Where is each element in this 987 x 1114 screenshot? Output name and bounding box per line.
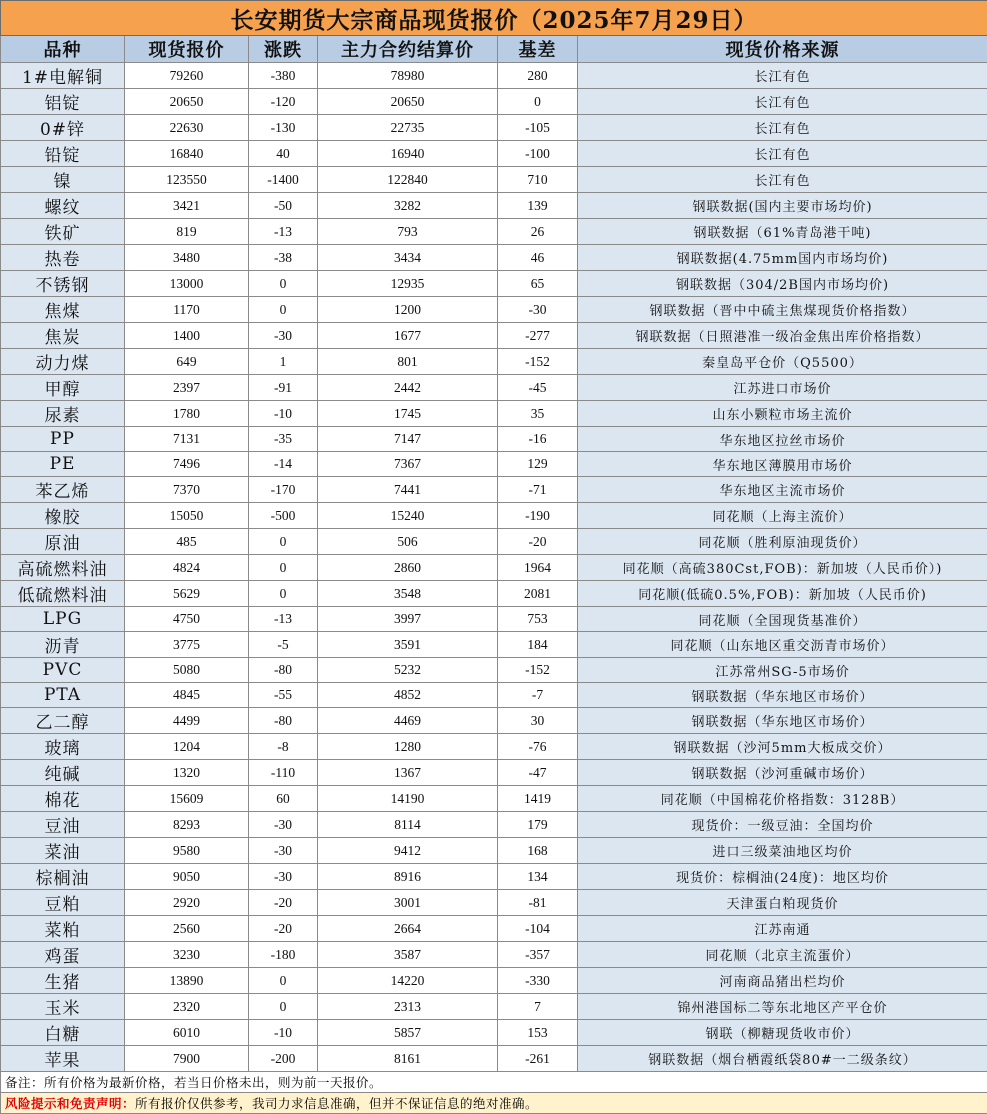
header-spot-price: 现货报价 xyxy=(125,36,249,63)
basis-cell: -277 xyxy=(498,323,578,349)
settle-price-cell: 78980 xyxy=(318,63,498,89)
basis-cell: 26 xyxy=(498,219,578,245)
product-cell: 甲醇 xyxy=(1,375,125,401)
spot-price-cell: 3421 xyxy=(125,193,249,219)
source-cell: 钢联数据（沙河重碱市场价） xyxy=(578,760,987,786)
change-cell: -5 xyxy=(249,632,318,658)
change-cell: 0 xyxy=(249,555,318,581)
product-cell: 焦煤 xyxy=(1,297,125,323)
spot-price-cell: 5080 xyxy=(125,658,249,683)
basis-cell: -104 xyxy=(498,916,578,942)
table-row xyxy=(1,349,987,375)
source-cell: 江苏南通 xyxy=(578,916,987,942)
basis-cell: 280 xyxy=(498,63,578,89)
source-cell: 钢联数据（304/2B国内市场均价) xyxy=(578,271,987,297)
product-cell: 沥青 xyxy=(1,632,125,658)
product-cell: 0#锌 xyxy=(1,115,125,141)
table-row xyxy=(1,452,987,477)
product-cell: 豆油 xyxy=(1,812,125,838)
spot-price-cell: 7370 xyxy=(125,477,249,503)
settle-price-cell: 3591 xyxy=(318,632,498,658)
basis-cell: -76 xyxy=(498,734,578,760)
source-cell: 钢联数据（晋中中硫主焦煤现货价格指数） xyxy=(578,297,987,323)
source-cell: 进口三级菜油地区均价 xyxy=(578,838,987,864)
basis-cell: 2081 xyxy=(498,581,578,607)
table-row xyxy=(1,994,987,1020)
basis-cell: -261 xyxy=(498,1046,578,1072)
change-cell: -380 xyxy=(249,63,318,89)
settle-price-cell: 12935 xyxy=(318,271,498,297)
table-row xyxy=(1,555,987,581)
settle-price-cell: 3001 xyxy=(318,890,498,916)
disclaimer-row xyxy=(1,1093,987,1114)
source-cell: 钢联数据（华东地区市场价） xyxy=(578,708,987,734)
settle-price-cell: 9412 xyxy=(318,838,498,864)
product-cell: 热卷 xyxy=(1,245,125,271)
table-row xyxy=(1,193,987,219)
settle-price-cell: 1745 xyxy=(318,401,498,427)
product-cell: 铅锭 xyxy=(1,141,125,167)
change-cell: -20 xyxy=(249,890,318,916)
spot-price-cell: 1780 xyxy=(125,401,249,427)
change-cell: -55 xyxy=(249,683,318,708)
product-cell: 菜油 xyxy=(1,838,125,864)
spot-price-cell: 3480 xyxy=(125,245,249,271)
source-cell: 现货价：一级豆油：全国均价 xyxy=(578,812,987,838)
change-cell: -91 xyxy=(249,375,318,401)
basis-cell: -100 xyxy=(498,141,578,167)
basis-cell: 65 xyxy=(498,271,578,297)
basis-cell: -190 xyxy=(498,503,578,529)
basis-cell: -152 xyxy=(498,349,578,375)
settle-price-cell: 1200 xyxy=(318,297,498,323)
table-row xyxy=(1,529,987,555)
table-row xyxy=(1,167,987,193)
change-cell: 0 xyxy=(249,297,318,323)
settle-price-cell: 7367 xyxy=(318,452,498,477)
table-row xyxy=(1,581,987,607)
basis-cell: 139 xyxy=(498,193,578,219)
change-cell: -38 xyxy=(249,245,318,271)
table-row xyxy=(1,786,987,812)
spot-price-cell: 22630 xyxy=(125,115,249,141)
table-row xyxy=(1,658,987,683)
source-cell: 长江有色 xyxy=(578,63,987,89)
change-cell: -130 xyxy=(249,115,318,141)
basis-cell: -152 xyxy=(498,658,578,683)
product-cell: 菜粕 xyxy=(1,916,125,942)
change-cell: -35 xyxy=(249,427,318,452)
settle-price-cell: 5232 xyxy=(318,658,498,683)
product-cell: PTA xyxy=(1,683,125,708)
table-row xyxy=(1,297,987,323)
change-cell: -20 xyxy=(249,916,318,942)
spot-price-cell: 4499 xyxy=(125,708,249,734)
settle-price-cell: 506 xyxy=(318,529,498,555)
basis-cell: -30 xyxy=(498,297,578,323)
source-cell: 现货价：棕榈油(24度)：地区均价 xyxy=(578,864,987,890)
settle-price-cell: 2664 xyxy=(318,916,498,942)
product-cell: 不锈钢 xyxy=(1,271,125,297)
product-cell: 生猪 xyxy=(1,968,125,994)
disclaimer-text: 所有报价仅供参考，我司力求信息准确，但并不保证信息的绝对准确。 xyxy=(135,1096,538,1111)
basis-cell: 1964 xyxy=(498,555,578,581)
spot-price-cell: 13000 xyxy=(125,271,249,297)
spot-price-cell: 3230 xyxy=(125,942,249,968)
product-cell: PVC xyxy=(1,658,125,683)
basis-cell: -330 xyxy=(498,968,578,994)
table-row xyxy=(1,1046,987,1072)
spot-price-cell: 20650 xyxy=(125,89,249,115)
product-cell: 苯乙烯 xyxy=(1,477,125,503)
change-cell: -8 xyxy=(249,734,318,760)
spot-price-cell: 8293 xyxy=(125,812,249,838)
product-cell: 玉米 xyxy=(1,994,125,1020)
settle-price-cell: 3997 xyxy=(318,607,498,632)
spot-price-cell: 16840 xyxy=(125,141,249,167)
source-cell: 钢联数据（华东地区市场价） xyxy=(578,683,987,708)
table-row xyxy=(1,115,987,141)
table-row xyxy=(1,271,987,297)
table-row xyxy=(1,1020,987,1046)
basis-cell: 168 xyxy=(498,838,578,864)
spot-price-cell: 2920 xyxy=(125,890,249,916)
spot-price-cell: 1400 xyxy=(125,323,249,349)
settle-price-cell: 14220 xyxy=(318,968,498,994)
header-change: 涨跌 xyxy=(249,36,318,63)
change-cell: -30 xyxy=(249,864,318,890)
product-cell: 1#电解铜 xyxy=(1,63,125,89)
settle-price-cell: 2860 xyxy=(318,555,498,581)
basis-cell: -71 xyxy=(498,477,578,503)
spot-price-cell: 4824 xyxy=(125,555,249,581)
settle-price-cell: 2313 xyxy=(318,994,498,1020)
change-cell: -14 xyxy=(249,452,318,477)
spot-price-cell: 4750 xyxy=(125,607,249,632)
source-cell: 华东地区主流市场价 xyxy=(578,477,987,503)
table-row xyxy=(1,838,987,864)
source-cell: 江苏常州SG-5市场价 xyxy=(578,658,987,683)
change-cell: -120 xyxy=(249,89,318,115)
settle-price-cell: 3434 xyxy=(318,245,498,271)
product-cell: 螺纹 xyxy=(1,193,125,219)
spot-price-cell: 1204 xyxy=(125,734,249,760)
change-cell: -200 xyxy=(249,1046,318,1072)
settle-price-cell: 3587 xyxy=(318,942,498,968)
spot-price-cell: 15609 xyxy=(125,786,249,812)
spot-price-cell: 649 xyxy=(125,349,249,375)
table-row xyxy=(1,864,987,890)
table-row xyxy=(1,141,987,167)
change-cell: -170 xyxy=(249,477,318,503)
spot-price-cell: 7496 xyxy=(125,452,249,477)
note-text: 备注：所有价格为最新价格，若当日价格未出，则为前一天报价。 xyxy=(1,1072,987,1093)
change-cell: -500 xyxy=(249,503,318,529)
table-row xyxy=(1,323,987,349)
change-cell: 0 xyxy=(249,968,318,994)
settle-price-cell: 1367 xyxy=(318,760,498,786)
spot-price-cell: 7900 xyxy=(125,1046,249,1072)
basis-cell: -20 xyxy=(498,529,578,555)
product-cell: 焦炭 xyxy=(1,323,125,349)
settle-price-cell: 14190 xyxy=(318,786,498,812)
product-cell: 高硫燃料油 xyxy=(1,555,125,581)
table-row xyxy=(1,503,987,529)
table-row xyxy=(1,427,987,452)
change-cell: 0 xyxy=(249,994,318,1020)
change-cell: -1400 xyxy=(249,167,318,193)
change-cell: -13 xyxy=(249,607,318,632)
basis-cell: 129 xyxy=(498,452,578,477)
change-cell: 1 xyxy=(249,349,318,375)
basis-cell: -357 xyxy=(498,942,578,968)
change-cell: -30 xyxy=(249,812,318,838)
product-cell: 动力煤 xyxy=(1,349,125,375)
spot-price-cell: 7131 xyxy=(125,427,249,452)
basis-cell: -47 xyxy=(498,760,578,786)
settle-price-cell: 16940 xyxy=(318,141,498,167)
product-cell: PP xyxy=(1,427,125,452)
basis-cell: 30 xyxy=(498,708,578,734)
source-cell: 同花顺（北京主流蛋价） xyxy=(578,942,987,968)
basis-cell: 184 xyxy=(498,632,578,658)
table-row xyxy=(1,477,987,503)
settle-price-cell: 801 xyxy=(318,349,498,375)
spot-price-cell: 4845 xyxy=(125,683,249,708)
spot-price-cell: 819 xyxy=(125,219,249,245)
settle-price-cell: 7147 xyxy=(318,427,498,452)
source-cell: 锦州港国标二等东北地区产平仓价 xyxy=(578,994,987,1020)
product-cell: 豆粕 xyxy=(1,890,125,916)
product-cell: 纯碱 xyxy=(1,760,125,786)
settle-price-cell: 793 xyxy=(318,219,498,245)
spot-price-cell: 2320 xyxy=(125,994,249,1020)
title-row xyxy=(1,1,987,36)
source-cell: 钢联数据（烟台栖霞纸袋80#一二级条纹） xyxy=(578,1046,987,1072)
table-row xyxy=(1,63,987,89)
table-row xyxy=(1,683,987,708)
source-cell: 山东小颗粒市场主流价 xyxy=(578,401,987,427)
source-cell: 天津蛋白粕现货价 xyxy=(578,890,987,916)
source-cell: 华东地区拉丝市场价 xyxy=(578,427,987,452)
source-cell: 华东地区薄膜用市场价 xyxy=(578,452,987,477)
table-row xyxy=(1,812,987,838)
change-cell: -180 xyxy=(249,942,318,968)
table-row xyxy=(1,89,987,115)
header-basis: 基差 xyxy=(498,36,578,63)
settle-price-cell: 122840 xyxy=(318,167,498,193)
note-row xyxy=(1,1072,987,1093)
spot-price-cell: 13890 xyxy=(125,968,249,994)
product-cell: 玻璃 xyxy=(1,734,125,760)
spot-price-cell: 9050 xyxy=(125,864,249,890)
spot-price-cell: 15050 xyxy=(125,503,249,529)
change-cell: -30 xyxy=(249,323,318,349)
settle-price-cell: 4469 xyxy=(318,708,498,734)
change-cell: -10 xyxy=(249,1020,318,1046)
table-row xyxy=(1,968,987,994)
source-cell: 同花顺(低硫0.5%,FOB)：新加坡（人民币价) xyxy=(578,581,987,607)
source-cell: 钢联数据（61%青岛港干吨) xyxy=(578,219,987,245)
change-cell: -80 xyxy=(249,708,318,734)
table-row xyxy=(1,760,987,786)
change-cell: 0 xyxy=(249,271,318,297)
basis-cell: -16 xyxy=(498,427,578,452)
header-row xyxy=(1,36,987,63)
settle-price-cell: 20650 xyxy=(318,89,498,115)
change-cell: -50 xyxy=(249,193,318,219)
settle-price-cell: 3548 xyxy=(318,581,498,607)
basis-cell: 0 xyxy=(498,89,578,115)
settle-price-cell: 1677 xyxy=(318,323,498,349)
source-cell: 长江有色 xyxy=(578,141,987,167)
table-row xyxy=(1,401,987,427)
product-cell: 低硫燃料油 xyxy=(1,581,125,607)
page-title: 长安期货大宗商品现货报价（2025年7月29日） xyxy=(1,1,987,36)
product-cell: 原油 xyxy=(1,529,125,555)
spot-price-cell: 485 xyxy=(125,529,249,555)
source-cell: 秦皇岛平仓价（Q5500） xyxy=(578,349,987,375)
source-cell: 河南商品猪出栏均价 xyxy=(578,968,987,994)
disclaimer-label: 风险提示和免责声明： xyxy=(5,1096,135,1111)
product-cell: PE xyxy=(1,452,125,477)
basis-cell: 35 xyxy=(498,401,578,427)
settle-price-cell: 15240 xyxy=(318,503,498,529)
basis-cell: 153 xyxy=(498,1020,578,1046)
disclaimer xyxy=(1,1093,987,1114)
settle-price-cell: 22735 xyxy=(318,115,498,141)
product-cell: LPG xyxy=(1,607,125,632)
source-cell: 钢联数据（沙河5mm大板成交价） xyxy=(578,734,987,760)
product-cell: 尿素 xyxy=(1,401,125,427)
product-cell: 鸡蛋 xyxy=(1,942,125,968)
settle-price-cell: 7441 xyxy=(318,477,498,503)
spot-price-cell: 9580 xyxy=(125,838,249,864)
table-row xyxy=(1,632,987,658)
basis-cell: 134 xyxy=(498,864,578,890)
product-cell: 铁矿 xyxy=(1,219,125,245)
source-cell: 钢联数据(4.75mm国内市场均价) xyxy=(578,245,987,271)
table-row xyxy=(1,708,987,734)
table-row xyxy=(1,245,987,271)
basis-cell: 46 xyxy=(498,245,578,271)
source-cell: 钢联数据(国内主要市场均价) xyxy=(578,193,987,219)
source-cell: 同花顺（上海主流价） xyxy=(578,503,987,529)
source-cell: 长江有色 xyxy=(578,167,987,193)
source-cell: 钢联数据（日照港准一级冶金焦出库价格指数） xyxy=(578,323,987,349)
table-row xyxy=(1,607,987,632)
settle-price-cell: 8114 xyxy=(318,812,498,838)
settle-price-cell: 3282 xyxy=(318,193,498,219)
product-cell: 铝锭 xyxy=(1,89,125,115)
change-cell: 40 xyxy=(249,141,318,167)
spot-price-cell: 5629 xyxy=(125,581,249,607)
source-cell: 同花顺（胜利原油现货价） xyxy=(578,529,987,555)
settle-price-cell: 5857 xyxy=(318,1020,498,1046)
source-cell: 同花顺（全国现货基准价） xyxy=(578,607,987,632)
header-settle-price: 主力合约结算价 xyxy=(318,36,498,63)
basis-cell: -81 xyxy=(498,890,578,916)
basis-cell: -105 xyxy=(498,115,578,141)
table-row xyxy=(1,942,987,968)
spot-price-cell: 123550 xyxy=(125,167,249,193)
basis-cell: 1419 xyxy=(498,786,578,812)
header-source: 现货价格来源 xyxy=(578,36,987,63)
basis-cell: 710 xyxy=(498,167,578,193)
spot-price-cell: 6010 xyxy=(125,1020,249,1046)
product-cell: 苹果 xyxy=(1,1046,125,1072)
change-cell: -80 xyxy=(249,658,318,683)
change-cell: -30 xyxy=(249,838,318,864)
spot-price-cell: 2397 xyxy=(125,375,249,401)
table-row xyxy=(1,375,987,401)
basis-cell: 7 xyxy=(498,994,578,1020)
change-cell: 0 xyxy=(249,529,318,555)
product-cell: 镍 xyxy=(1,167,125,193)
table-row xyxy=(1,734,987,760)
header-product: 品种 xyxy=(1,36,125,63)
spot-price-cell: 3775 xyxy=(125,632,249,658)
product-cell: 橡胶 xyxy=(1,503,125,529)
spot-price-cell: 1170 xyxy=(125,297,249,323)
table-row xyxy=(1,890,987,916)
source-cell: 同花顺（山东地区重交沥青市场价） xyxy=(578,632,987,658)
source-cell: 同花顺（高硫380Cst,FOB)：新加坡（人民币价）) xyxy=(578,555,987,581)
product-cell: 棉花 xyxy=(1,786,125,812)
product-cell: 棕榈油 xyxy=(1,864,125,890)
basis-cell: -7 xyxy=(498,683,578,708)
settle-price-cell: 8161 xyxy=(318,1046,498,1072)
table-row xyxy=(1,219,987,245)
basis-cell: 179 xyxy=(498,812,578,838)
change-cell: 0 xyxy=(249,581,318,607)
change-cell: -110 xyxy=(249,760,318,786)
source-cell: 钢联（柳糖现货收市价） xyxy=(578,1020,987,1046)
change-cell: -10 xyxy=(249,401,318,427)
spot-price-cell: 79260 xyxy=(125,63,249,89)
basis-cell: -45 xyxy=(498,375,578,401)
change-cell: 60 xyxy=(249,786,318,812)
settle-price-cell: 2442 xyxy=(318,375,498,401)
settle-price-cell: 8916 xyxy=(318,864,498,890)
source-cell: 同花顺（中国棉花价格指数：3128B） xyxy=(578,786,987,812)
spot-price-cell: 1320 xyxy=(125,760,249,786)
table-row xyxy=(1,916,987,942)
settle-price-cell: 4852 xyxy=(318,683,498,708)
source-cell: 长江有色 xyxy=(578,115,987,141)
product-cell: 乙二醇 xyxy=(1,708,125,734)
basis-cell: 753 xyxy=(498,607,578,632)
source-cell: 江苏进口市场价 xyxy=(578,375,987,401)
product-cell: 白糖 xyxy=(1,1020,125,1046)
source-cell: 长江有色 xyxy=(578,89,987,115)
spot-price-cell: 2560 xyxy=(125,916,249,942)
settle-price-cell: 1280 xyxy=(318,734,498,760)
change-cell: -13 xyxy=(249,219,318,245)
